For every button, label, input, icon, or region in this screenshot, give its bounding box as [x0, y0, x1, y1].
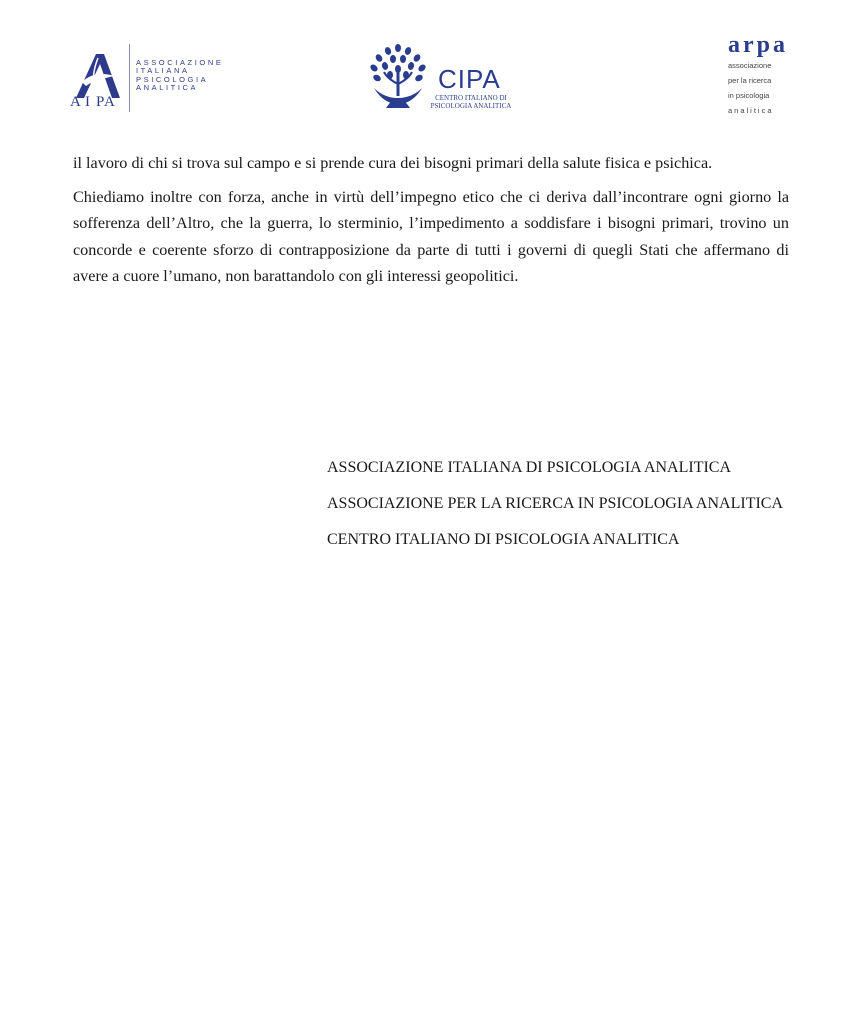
paragraph: Chiediamo inoltre con forza, anche in virtù dell’impegno etico che ci deriva dall’incontrare ogni giorno la sofferenza dell’Altro, che la guerra, lo sterminio, l’impedimento a soddisfare i bisogni primari, trovino un concorde e coerente sforzo di contrapposizione da parte di tutti i governi di quegli Stati che affermano di avere a cuore l’umano, non barattandolo con gli interessi geopolitici.	[73, 188, 789, 285]
arpa-title: arpa	[728, 32, 788, 58]
aipa-monogram-icon	[68, 48, 130, 108]
arpa-logo	[728, 32, 798, 124]
aipa-logo	[68, 44, 228, 112]
cipa-subtitle	[418, 94, 524, 110]
signature-block	[327, 450, 783, 558]
cipa-subtitle-line: CENTRO ITALIANO DI	[435, 94, 507, 102]
svg-text:PA: PA	[96, 94, 116, 108]
paragraph: il lavoro di chi si trova sul campo e si prende cura dei bisogni primari della salute fisica e psichica.	[73, 154, 713, 172]
aipa-divider	[129, 44, 130, 112]
signature-line: ASSOCIAZIONE ITALIANA DI PSICOLOGIA ANALITICA	[327, 459, 732, 476]
cipa-logo	[366, 42, 526, 114]
aipa-logo-text	[136, 59, 223, 93]
aipa-line: PSICOLOGIA	[136, 74, 209, 84]
letter-body	[73, 150, 789, 297]
svg-text:I: I	[85, 94, 91, 108]
aipa-line: ITALIANA	[136, 66, 190, 76]
cipa-subtitle-line: PSICOLOGIA ANALITICA	[430, 102, 512, 110]
signature-line: CENTRO ITALIANO DI PSICOLOGIA ANALITICA	[327, 531, 680, 548]
cipa-title: CIPA	[438, 64, 501, 94]
aipa-line: ANALITICA	[136, 83, 199, 93]
arpa-line: per la ricerca	[728, 76, 772, 85]
aipa-line: ASSOCIAZIONE	[136, 58, 224, 67]
arpa-line: analitica	[728, 106, 774, 115]
svg-text:A: A	[70, 94, 82, 108]
signature-line: ASSOCIAZIONE PER LA RICERCA IN PSICOLOGIA ANALITICA	[327, 495, 784, 512]
arpa-line: in psicologia	[728, 91, 770, 100]
arpa-line: associazione	[728, 61, 772, 70]
